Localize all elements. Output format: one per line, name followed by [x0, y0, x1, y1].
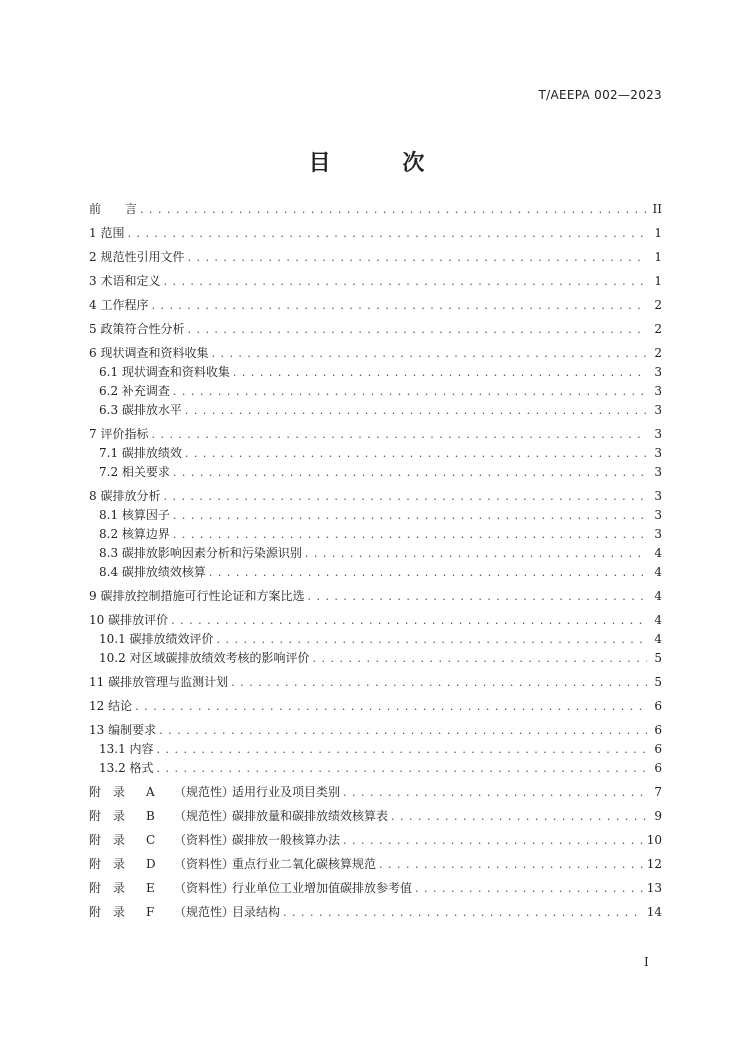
toc-entry-label: 8.1 核算因子	[99, 506, 173, 525]
toc-entry-label: 12 结论	[89, 697, 135, 716]
appendix-prefix: 录	[113, 881, 126, 895]
dot-leader	[217, 630, 647, 649]
toc-entry-label: 1 范围	[89, 224, 127, 243]
toc-entry-page: 1	[654, 274, 662, 288]
toc-entry-page: 3	[654, 403, 662, 417]
dot-leader	[283, 903, 644, 922]
toc-entry[interactable]	[89, 200, 662, 219]
appendix-prefix: 附	[89, 833, 102, 847]
appendix-type: （规范性）	[174, 785, 235, 799]
dot-leader	[163, 272, 647, 291]
appendix-type: （资料性）	[174, 857, 235, 871]
dot-leader	[151, 425, 647, 444]
dot-leader	[173, 506, 647, 525]
appendix-title: 碳排放量和碳排放绩效核算表	[232, 809, 389, 823]
dot-leader	[185, 401, 647, 420]
dot-leader	[173, 463, 647, 482]
dot-leader	[173, 382, 647, 401]
appendix-letter: C	[146, 833, 156, 847]
toc-entry-page: 4	[654, 565, 662, 579]
dot-leader	[211, 344, 647, 363]
appendix-title: 重点行业二氧化碳核算规范	[232, 857, 377, 871]
toc-entry-label: 10 碳排放评价	[89, 611, 171, 630]
toc-entry[interactable]	[89, 363, 662, 382]
toc-entry-label: 前 言	[89, 200, 140, 219]
appendix-prefix: 录	[113, 857, 126, 871]
dot-leader	[313, 649, 647, 668]
toc-entry[interactable]	[89, 224, 662, 243]
appendix-prefix: 附	[89, 881, 102, 895]
toc-entry-label: 6.1 现状调查和资料收集	[99, 363, 233, 382]
toc-entry[interactable]	[89, 673, 662, 692]
toc-entry-label: 10.1 碳排放绩效评价	[99, 630, 217, 649]
appendix-letter: F	[146, 905, 155, 919]
dot-leader	[163, 487, 647, 506]
appendix-label	[89, 903, 283, 922]
appendix-title: 目录结构	[232, 905, 281, 919]
toc-entry-page: 3	[654, 446, 662, 460]
toc-entry-page: 2	[654, 298, 662, 312]
toc-entry[interactable]	[89, 296, 662, 315]
appendix-prefix: 附	[89, 785, 102, 799]
appendix-entry[interactable]	[89, 903, 662, 922]
toc-entry-page: 6	[654, 723, 662, 737]
appendix-label	[89, 807, 391, 826]
toc-entry-label: 3 术语和定义	[89, 272, 163, 291]
appendix-label	[89, 783, 343, 802]
toc-entry-label: 8.3 碳排放影响因素分析和污染源识别	[99, 544, 305, 563]
toc-entry-label: 9 碳排放控制措施可行性论证和方案比选	[89, 587, 307, 606]
appendix-prefix: 录	[113, 905, 126, 919]
appendix-entry[interactable]	[89, 855, 662, 874]
page-number: I	[644, 955, 649, 969]
appendix-title: 适用行业及项目类别	[232, 785, 341, 799]
appendix-type: （资料性）	[174, 881, 235, 895]
toc-entry[interactable]	[89, 382, 662, 401]
toc-entry[interactable]	[89, 759, 662, 778]
toc-entry-label: 10.2 对区域碳排放绩效考核的影响评价	[99, 649, 313, 668]
appendix-title: 碳排放一般核算办法	[232, 833, 341, 847]
toc-entry-page: 3	[654, 427, 662, 441]
toc-entry-label: 7 评价指标	[89, 425, 151, 444]
toc-entry-page: II	[652, 202, 662, 216]
toc-entry-page: 4	[654, 589, 662, 603]
appendix-entry[interactable]	[89, 831, 662, 850]
toc-entry[interactable]	[89, 444, 662, 463]
toc-entry-page: 4	[654, 632, 662, 646]
toc-entry-page: 6	[654, 742, 662, 756]
appendix-label	[89, 855, 379, 874]
toc-entry-label: 6 现状调查和资料收集	[89, 344, 211, 363]
toc-entry-page: 5	[654, 675, 662, 689]
appendix-letter: B	[146, 809, 155, 823]
appendix-type: （规范性）	[174, 809, 235, 823]
toc-entry-label: 7.1 碳排放绩效	[99, 444, 185, 463]
toc-entry-page: 2	[654, 322, 662, 336]
appendix-prefix: 录	[113, 809, 126, 823]
page-title: 目 次	[308, 151, 457, 176]
appendix-page: 12	[646, 857, 662, 871]
appendix-prefix: 附	[89, 857, 102, 871]
document-code: T/AEEPA 002—2023	[538, 88, 662, 102]
dot-leader	[187, 248, 647, 267]
appendix-prefix: 录	[113, 785, 126, 799]
toc-entry-page: 3	[654, 527, 662, 541]
toc-entry[interactable]	[89, 344, 662, 363]
appendix-label	[89, 831, 343, 850]
appendix-prefix: 附	[89, 809, 102, 823]
toc-entry-label: 8.4 碳排放绩效核算	[99, 563, 209, 582]
toc-entry[interactable]	[89, 401, 662, 420]
appendix-entry[interactable]	[89, 879, 662, 898]
toc-entry[interactable]	[89, 425, 662, 444]
dot-leader	[233, 363, 647, 382]
dot-leader	[209, 563, 647, 582]
toc-entry[interactable]	[89, 721, 662, 740]
dot-leader	[415, 879, 644, 898]
toc-entry-label: 13.2 格式	[99, 759, 157, 778]
dot-leader	[171, 611, 647, 630]
toc-entry-page: 3	[654, 465, 662, 479]
toc-entry-page: 4	[654, 546, 662, 560]
dot-leader	[391, 807, 647, 826]
toc-entry[interactable]	[89, 487, 662, 506]
appendix-letter: A	[146, 785, 155, 799]
toc-entry-label: 6.3 碳排放水平	[99, 401, 185, 420]
toc-entry[interactable]	[89, 463, 662, 482]
dot-leader	[187, 320, 647, 339]
dot-leader	[135, 697, 647, 716]
dot-leader	[343, 783, 647, 802]
dot-leader	[140, 200, 647, 219]
toc-entry[interactable]	[89, 320, 662, 339]
appendix-type: （资料性）	[174, 833, 235, 847]
toc-entry[interactable]	[89, 587, 662, 606]
appendix-page: 14	[646, 905, 662, 919]
toc-entry[interactable]	[89, 248, 662, 267]
toc-entry-page: 3	[654, 489, 662, 503]
toc-entry[interactable]	[89, 563, 662, 582]
toc-entry-page: 5	[654, 651, 662, 665]
dot-leader	[151, 296, 647, 315]
dot-leader	[159, 721, 647, 740]
appendix-type: （规范性）	[174, 905, 235, 919]
toc-entry[interactable]	[89, 525, 662, 544]
toc-entry-page: 4	[654, 613, 662, 627]
dot-leader	[307, 587, 647, 606]
toc-entry[interactable]	[89, 506, 662, 525]
appendix-prefix: 附	[89, 905, 102, 919]
toc-entry-page: 1	[654, 250, 662, 264]
toc-entry-label: 2 规范性引用文件	[89, 248, 187, 267]
appendix-letter: D	[146, 857, 156, 871]
toc-entry[interactable]	[89, 272, 662, 291]
dot-leader	[173, 525, 647, 544]
appendix-label	[89, 879, 415, 898]
appendix-entry[interactable]	[89, 783, 662, 802]
toc-entry-label: 7.2 相关要求	[99, 463, 173, 482]
dot-leader	[231, 673, 647, 692]
dot-leader	[185, 444, 647, 463]
toc-entry-label: 13 编制要求	[89, 721, 159, 740]
toc-entry-label: 4 工作程序	[89, 296, 151, 315]
dot-leader	[343, 831, 644, 850]
toc-entry-label: 11 碳排放管理与监测计划	[89, 673, 231, 692]
toc-entry[interactable]	[89, 697, 662, 716]
appendix-page: 7	[654, 785, 662, 799]
toc-entry[interactable]	[89, 544, 662, 563]
toc-entry-page: 1	[654, 226, 662, 240]
toc-entry-label: 6.2 补充调查	[99, 382, 173, 401]
appendix-title: 行业单位工业增加值碳排放参考值	[232, 881, 413, 895]
dot-leader	[305, 544, 647, 563]
toc-entry[interactable]	[89, 630, 662, 649]
appendix-page: 13	[646, 881, 662, 895]
toc-entry-label: 8 碳排放分析	[89, 487, 163, 506]
toc-entry-page: 3	[654, 384, 662, 398]
appendix-page: 9	[654, 809, 662, 823]
toc-entry-label: 8.2 核算边界	[99, 525, 173, 544]
appendix-entry[interactable]	[89, 807, 662, 826]
toc-entry[interactable]	[89, 649, 662, 668]
dot-leader	[379, 855, 644, 874]
toc-entry-label: 13.1 内容	[99, 740, 157, 759]
dot-leader	[157, 740, 647, 759]
toc-entry-page: 6	[654, 761, 662, 775]
dot-leader	[127, 224, 647, 243]
toc-entry-page: 3	[654, 508, 662, 522]
dot-leader	[157, 759, 647, 778]
toc-entry-label: 5 政策符合性分析	[89, 320, 187, 339]
toc-entry-page: 6	[654, 699, 662, 713]
table-of-contents	[89, 200, 662, 922]
appendix-prefix: 录	[113, 833, 126, 847]
toc-entry-page: 3	[654, 365, 662, 379]
appendix-letter: E	[146, 881, 155, 895]
toc-entry-page: 2	[654, 346, 662, 360]
toc-entry[interactable]	[89, 611, 662, 630]
appendix-page: 10	[646, 833, 662, 847]
toc-entry[interactable]	[89, 740, 662, 759]
